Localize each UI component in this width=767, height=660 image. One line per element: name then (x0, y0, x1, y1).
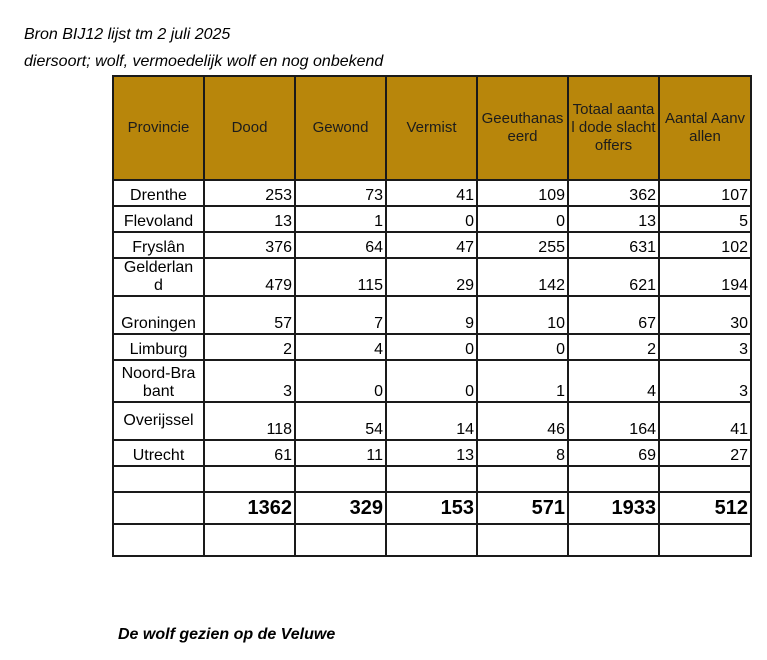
empty-cell (113, 492, 204, 524)
totals-row (113, 492, 751, 524)
value-cell: 5 (659, 206, 751, 232)
value-cell: 164 (568, 402, 659, 440)
table-row (113, 360, 751, 402)
province-cell: Utrecht (113, 440, 204, 466)
province-cell: Limburg (113, 334, 204, 360)
value-cell: 29 (386, 258, 477, 296)
value-cell: 7 (295, 296, 386, 334)
empty-cell (568, 524, 659, 556)
empty-row (113, 466, 751, 492)
empty-cell (386, 524, 477, 556)
value-cell: 54 (295, 402, 386, 440)
value-cell: 115 (295, 258, 386, 296)
value-cell: 253 (204, 180, 295, 206)
header-aanvallen: Aantal Aanvallen (659, 76, 751, 180)
value-cell: 194 (659, 258, 751, 296)
value-cell: 13 (204, 206, 295, 232)
footer-caption: De wolf gezien op de Veluwe (118, 626, 336, 643)
header-dood: Dood (204, 76, 295, 180)
header-vermist: Vermist (386, 76, 477, 180)
value-cell: 255 (477, 232, 568, 258)
value-cell: 30 (659, 296, 751, 334)
empty-cell (659, 524, 751, 556)
value-cell: 0 (477, 334, 568, 360)
value-cell: 41 (386, 180, 477, 206)
empty-cell (477, 466, 568, 492)
value-cell: 46 (477, 402, 568, 440)
value-cell: 13 (386, 440, 477, 466)
value-cell: 47 (386, 232, 477, 258)
total-cell: 329 (295, 492, 386, 524)
value-cell: 142 (477, 258, 568, 296)
value-cell: 41 (659, 402, 751, 440)
province-cell: Gelderland (113, 258, 204, 296)
province-cell: Noord-Brabant (113, 360, 204, 402)
empty-cell (568, 466, 659, 492)
province-cell: Drenthe (113, 180, 204, 206)
empty-cell (295, 524, 386, 556)
table-row (113, 258, 751, 296)
value-cell: 8 (477, 440, 568, 466)
value-cell: 1 (295, 206, 386, 232)
empty-cell (113, 466, 204, 492)
value-cell: 9 (386, 296, 477, 334)
table-row (113, 206, 751, 232)
empty-cell (477, 524, 568, 556)
total-cell: 153 (386, 492, 477, 524)
header-totaal: Totaal aantal dode slachtoffers (568, 76, 659, 180)
empty-cell (386, 466, 477, 492)
province-cell: Overijssel (113, 402, 204, 440)
value-cell: 0 (295, 360, 386, 402)
value-cell: 13 (568, 206, 659, 232)
value-cell: 73 (295, 180, 386, 206)
empty-row (113, 524, 751, 556)
value-cell: 107 (659, 180, 751, 206)
value-cell: 0 (386, 334, 477, 360)
value-cell: 1 (477, 360, 568, 402)
value-cell: 3 (659, 360, 751, 402)
value-cell: 109 (477, 180, 568, 206)
header-geeuthanaseerd: Geeuthanaseerd (477, 76, 568, 180)
value-cell: 621 (568, 258, 659, 296)
total-cell: 512 (659, 492, 751, 524)
total-cell: 571 (477, 492, 568, 524)
empty-cell (204, 524, 295, 556)
province-cell: Fryslân (113, 232, 204, 258)
species-caption: diersoort; wolf, vermoedelijk wolf en nog onbekend (24, 53, 384, 70)
value-cell: 2 (568, 334, 659, 360)
value-cell: 14 (386, 402, 477, 440)
table-row (113, 296, 751, 334)
empty-cell (113, 524, 204, 556)
table-row (113, 334, 751, 360)
value-cell: 61 (204, 440, 295, 466)
table-row (113, 402, 751, 440)
total-cell: 1362 (204, 492, 295, 524)
value-cell: 102 (659, 232, 751, 258)
value-cell: 2 (204, 334, 295, 360)
header-provincie: Provincie (113, 76, 204, 180)
value-cell: 57 (204, 296, 295, 334)
source-caption: Bron BIJ12 lijst tm 2 juli 2025 (24, 26, 231, 43)
value-cell: 479 (204, 258, 295, 296)
value-cell: 4 (295, 334, 386, 360)
value-cell: 3 (204, 360, 295, 402)
province-cell: Groningen (113, 296, 204, 334)
value-cell: 11 (295, 440, 386, 466)
table-row (113, 440, 751, 466)
value-cell: 118 (204, 402, 295, 440)
value-cell: 376 (204, 232, 295, 258)
province-cell: Flevoland (113, 206, 204, 232)
value-cell: 27 (659, 440, 751, 466)
table-row (113, 180, 751, 206)
total-cell: 1933 (568, 492, 659, 524)
value-cell: 3 (659, 334, 751, 360)
header-row (113, 76, 751, 180)
header-gewond: Gewond (295, 76, 386, 180)
value-cell: 0 (386, 360, 477, 402)
value-cell: 69 (568, 440, 659, 466)
value-cell: 64 (295, 232, 386, 258)
empty-cell (295, 466, 386, 492)
table-row (113, 232, 751, 258)
value-cell: 67 (568, 296, 659, 334)
value-cell: 0 (386, 206, 477, 232)
value-cell: 0 (477, 206, 568, 232)
value-cell: 10 (477, 296, 568, 334)
empty-cell (204, 466, 295, 492)
value-cell: 631 (568, 232, 659, 258)
wolf-damage-table (112, 75, 752, 557)
value-cell: 4 (568, 360, 659, 402)
value-cell: 362 (568, 180, 659, 206)
empty-cell (659, 466, 751, 492)
